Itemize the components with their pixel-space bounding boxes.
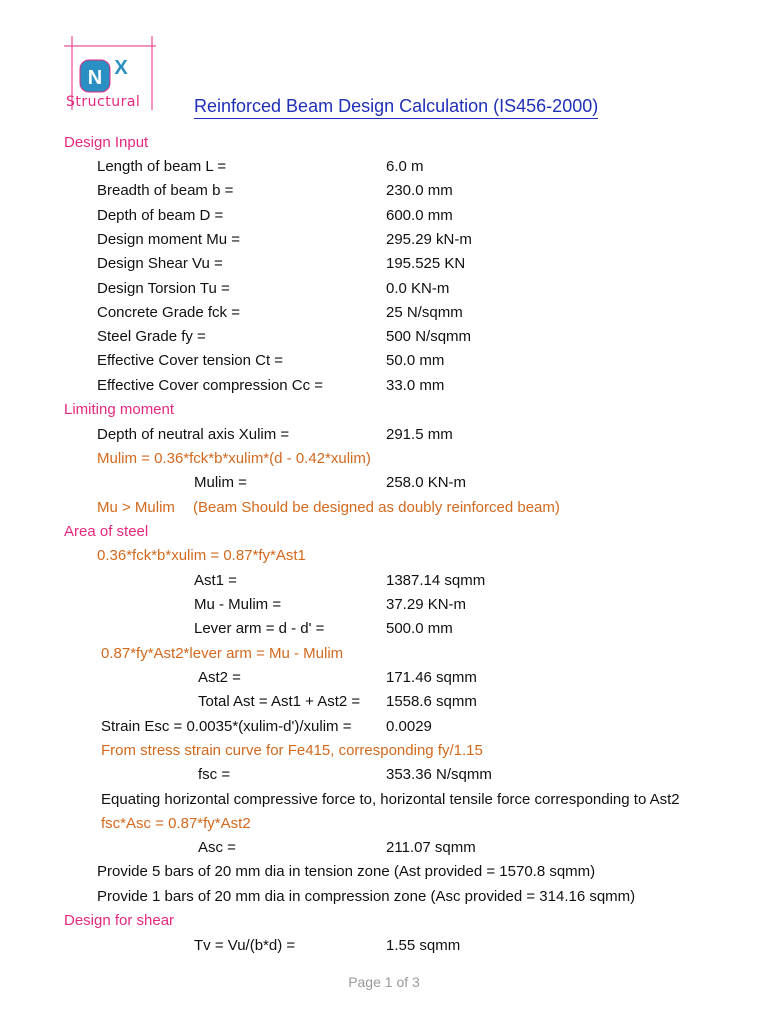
input-label: Breadth of beam b = bbox=[97, 182, 234, 199]
input-label: Effective Cover compression Cc = bbox=[97, 377, 324, 394]
provide-compression-bars: Provide 1 bars of 20 mm dia in compression zone (Asc provided = 314.16 sqmm) bbox=[97, 888, 636, 905]
fsc-label: fsc = bbox=[198, 766, 231, 783]
tv-value: 1.55 sqmm bbox=[386, 937, 461, 954]
document-title: Reinforced Beam Design Calculation (IS456-2000) bbox=[194, 95, 598, 119]
ast2-value: 171.46 sqmm bbox=[386, 669, 477, 686]
total-ast-label: Total Ast = Ast1 + Ast2 = bbox=[198, 693, 361, 710]
mulim-formula: Mulim = 0.36*fck*b*xulim*(d - 0.42*xulim) bbox=[97, 450, 371, 467]
doubly-reinforced-note: (Beam Should be designed as doubly reinforced beam) bbox=[193, 499, 560, 516]
strain-value: 0.0029 bbox=[386, 718, 432, 735]
section-heading-area-of-steel: Area of steel bbox=[64, 523, 149, 540]
input-label: Design Shear Vu = bbox=[97, 255, 223, 272]
tv-label: Tv = Vu/(b*d) = bbox=[194, 937, 296, 954]
input-label: Length of beam L = bbox=[97, 158, 227, 175]
stress-strain-note: From stress strain curve for Fe415, corresponding fy/1.15 bbox=[101, 742, 483, 759]
equating-note: Equating horizontal compressive force to, horizontal tensile force corresponding to Ast2 bbox=[101, 791, 680, 808]
input-label: Steel Grade fy = bbox=[97, 328, 206, 345]
input-value: 230.0 mm bbox=[386, 182, 453, 199]
mulim-label: Mulim = bbox=[194, 474, 247, 491]
fsc-value: 353.36 N/sqmm bbox=[386, 766, 492, 783]
ast1-label: Ast1 = bbox=[194, 572, 237, 589]
xulim-value: 291.5 mm bbox=[386, 426, 453, 443]
lever-arm-value: 500.0 mm bbox=[386, 620, 453, 637]
ast1-formula: 0.36*fck*b*xulim = 0.87*fy*Ast1 bbox=[97, 547, 306, 564]
provide-tension-bars: Provide 5 bars of 20 mm dia in tension zone (Ast provided = 1570.8 sqmm) bbox=[97, 863, 596, 880]
input-label: Effective Cover tension Ct = bbox=[97, 352, 284, 369]
asc-label: Asc = bbox=[198, 839, 236, 856]
input-value: 50.0 mm bbox=[386, 352, 445, 369]
input-value: 33.0 mm bbox=[386, 377, 445, 394]
section-heading-design-input: Design Input bbox=[64, 134, 149, 151]
input-label: Design Torsion Tu = bbox=[97, 280, 230, 297]
ast2-formula: 0.87*fy*Ast2*lever arm = Mu - Mulim bbox=[101, 645, 344, 662]
xulim-label: Depth of neutral axis Xulim = bbox=[97, 426, 290, 443]
mulim-value: 258.0 KN-m bbox=[386, 474, 467, 491]
input-value: 295.29 kN-m bbox=[386, 231, 472, 248]
ast2-label: Ast2 = bbox=[198, 669, 241, 686]
asc-value: 211.07 sqmm bbox=[386, 839, 476, 856]
mu-compare: Mu > Mulim bbox=[97, 499, 175, 516]
lever-arm-label: Lever arm = d - d' = bbox=[194, 620, 325, 637]
input-value: 25 N/sqmm bbox=[386, 304, 463, 321]
mu-mulim-label: Mu - Mulim = bbox=[194, 596, 282, 613]
strain-label: Strain Esc = 0.0035*(xulim-d')/xulim = bbox=[101, 718, 352, 735]
input-value: 500 N/sqmm bbox=[386, 328, 472, 345]
input-value: 0.0 KN-m bbox=[386, 280, 450, 297]
input-label: Depth of beam D = bbox=[97, 207, 224, 224]
mu-mulim-value: 37.29 KN-m bbox=[386, 596, 467, 613]
section-heading-design-for-shear: Design for shear bbox=[64, 912, 175, 929]
total-ast-value: 1558.6 sqmm bbox=[386, 693, 477, 710]
logo-letter-x: X bbox=[114, 57, 128, 79]
page-number: Page 1 of 3 bbox=[348, 974, 420, 990]
input-value: 195.525 KN bbox=[386, 255, 466, 272]
section-heading-limiting-moment: Limiting moment bbox=[64, 401, 175, 418]
input-value: 600.0 mm bbox=[386, 207, 453, 224]
logo-wordmark: Structural bbox=[66, 94, 141, 110]
input-label: Concrete Grade fck = bbox=[97, 304, 240, 321]
asc-formula: fsc*Asc = 0.87*fy*Ast2 bbox=[101, 815, 251, 832]
input-label: Design moment Mu = bbox=[97, 231, 240, 248]
logo-letter-n: N bbox=[87, 67, 103, 89]
input-value: 6.0 m bbox=[386, 158, 424, 175]
ast1-value: 1387.14 sqmm bbox=[386, 572, 486, 589]
